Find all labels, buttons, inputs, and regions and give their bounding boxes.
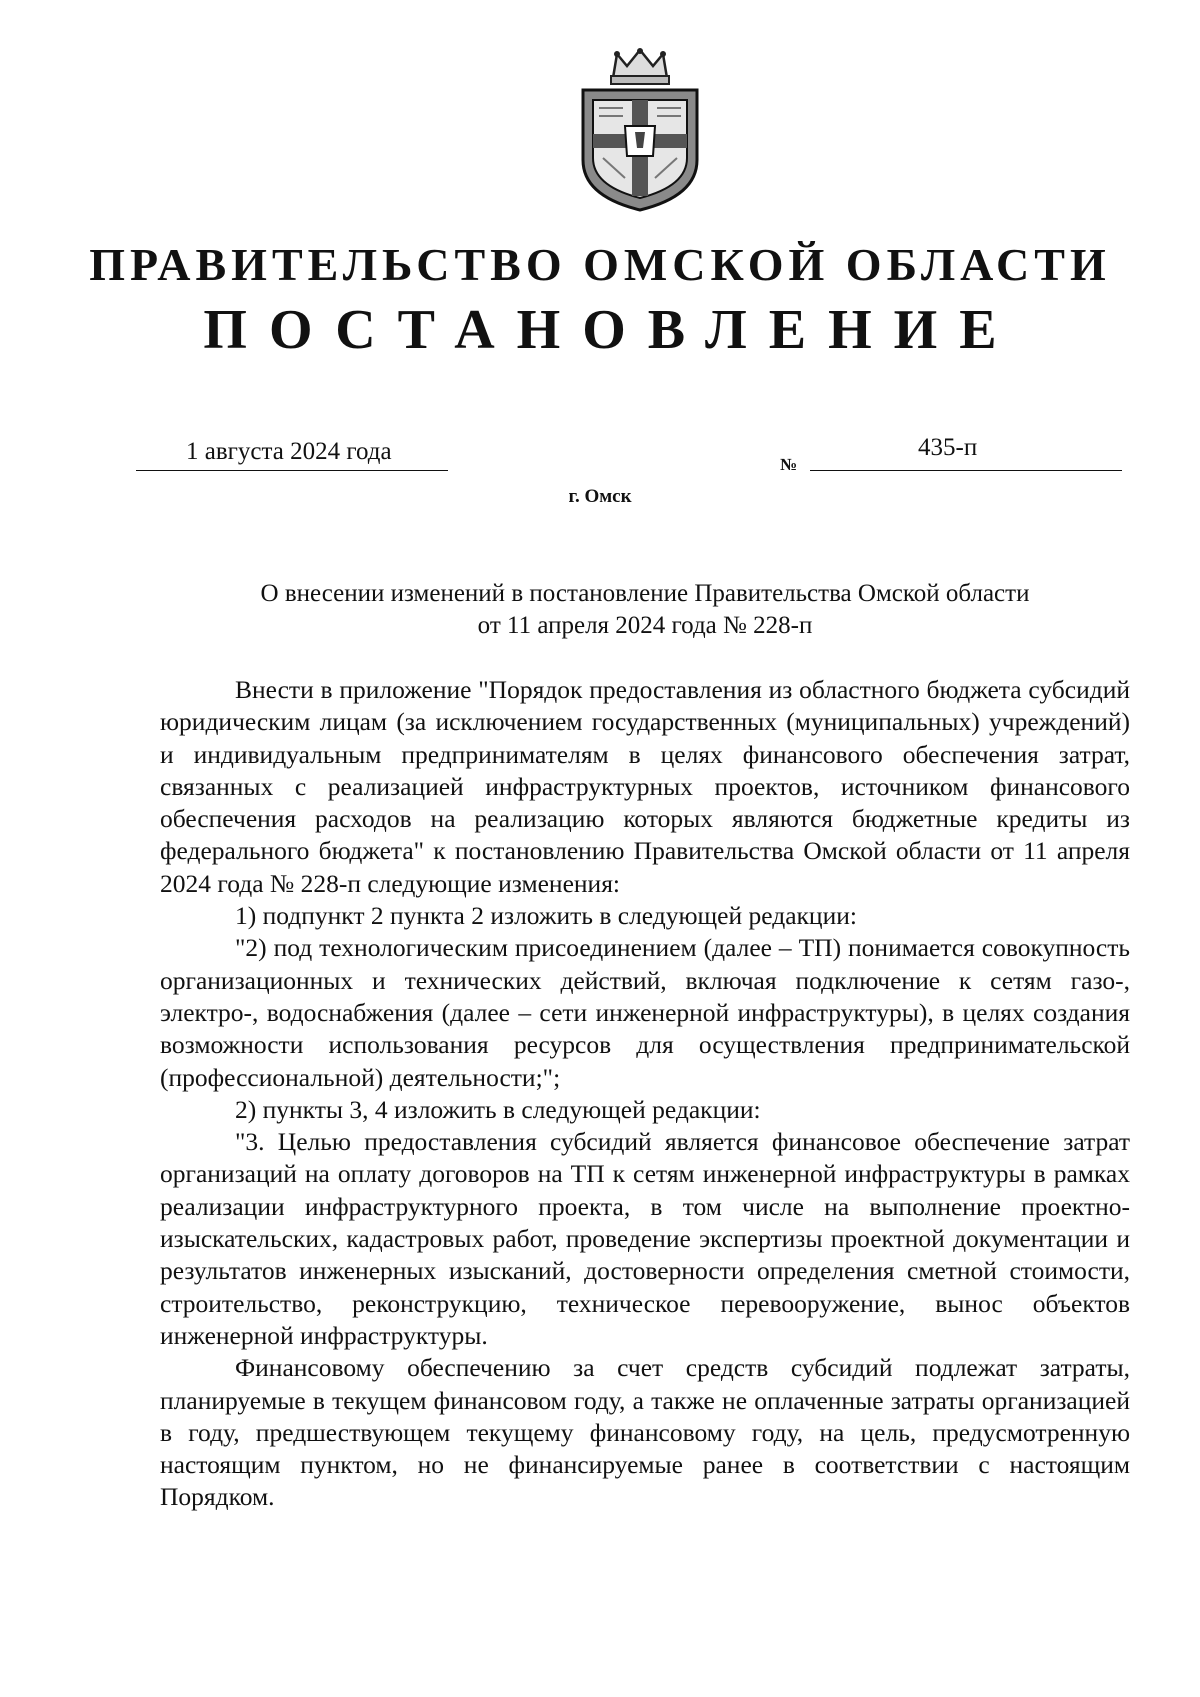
body-paragraph: "3. Целью предоставления субсидий является финансовое обеспечение затрат организаций на оплату договоров на ТП к сетям инженерной инфраструктуры в рамках реализации инфраструктурного проекта, в том числе на выполнение проектно-изыскательских, кадастровых работ, проведение экспертизы проектной документации и результатов инженерных изысканий, достоверности определения сметной стоимости, строительство, реконструкцию, техническое перевооружение, вынос объектов инженерной инфраструктуры. [160, 1127, 1130, 1350]
body-paragraph: Финансовому обеспечению за счет средств субсидий подлежат затраты, планируемые в текущем финансовом году, а также не оплаченные затраты организацией в году, предшествующем текущему финансовому году, на цель, предусмотренную настоящим пунктом, но не финансируемые ранее в соответствии с настоящим Порядком. [160, 1353, 1130, 1512]
date-field [136, 438, 448, 471]
subject-line-1: О внесении изменений в постановление Правительства Омской области [260, 580, 1030, 607]
body-paragraph: 1) подпункт 2 пункта 2 изложить в следующей редакции: [235, 901, 857, 931]
number-sign: № [780, 455, 798, 474]
organization-title: ПРАВИТЕЛЬСТВО ОМСКОЙ ОБЛАСТИ [89, 239, 1111, 290]
subject-line-2: от 11 апреля 2024 года № 228-п [477, 612, 813, 639]
body-paragraph: "2) под технологическим присоединением (далее – ТП) понимается совокупность организационных и технических действий, включая подключение к сетям газо-, электро-, водоснабжения (далее – сети инженерной инфраструктуры), в целях создания возможности использования ресурсов для осуществления предпринимательской (профессиональной) деятельности;"; [160, 933, 1130, 1092]
document-subject [160, 578, 1130, 642]
body-paragraph: 2) пункты 3, 4 изложить в следующей редакции: [235, 1094, 761, 1124]
body-paragraph: Внести в приложение "Порядок предоставления из областного бюджета субсидий юридическим лицам (за исключением государственных (муниципальных) учреждений) и индивидуальным предпринимателям в целях финансового обеспечения затрат, связанных с реализацией инфраструктурных проектов, источником финансового обеспечения расходов на реализацию которых являются бюджетные кредиты из федерального бюджета" к постановлению Правительства Омской области от 11 апреля 2024 года № 228-п следующие изменения: [160, 675, 1130, 898]
document-type-title: ПОСТАНОВЛЕНИЕ [203, 299, 1019, 361]
document-body [160, 674, 1130, 1514]
coat-of-arms-icon [565, 48, 715, 213]
city-label: г. Омск [568, 486, 632, 507]
document-number: 435-п [918, 434, 978, 461]
document-date: 1 августа 2024 года [186, 438, 392, 465]
number-field [810, 434, 1122, 471]
